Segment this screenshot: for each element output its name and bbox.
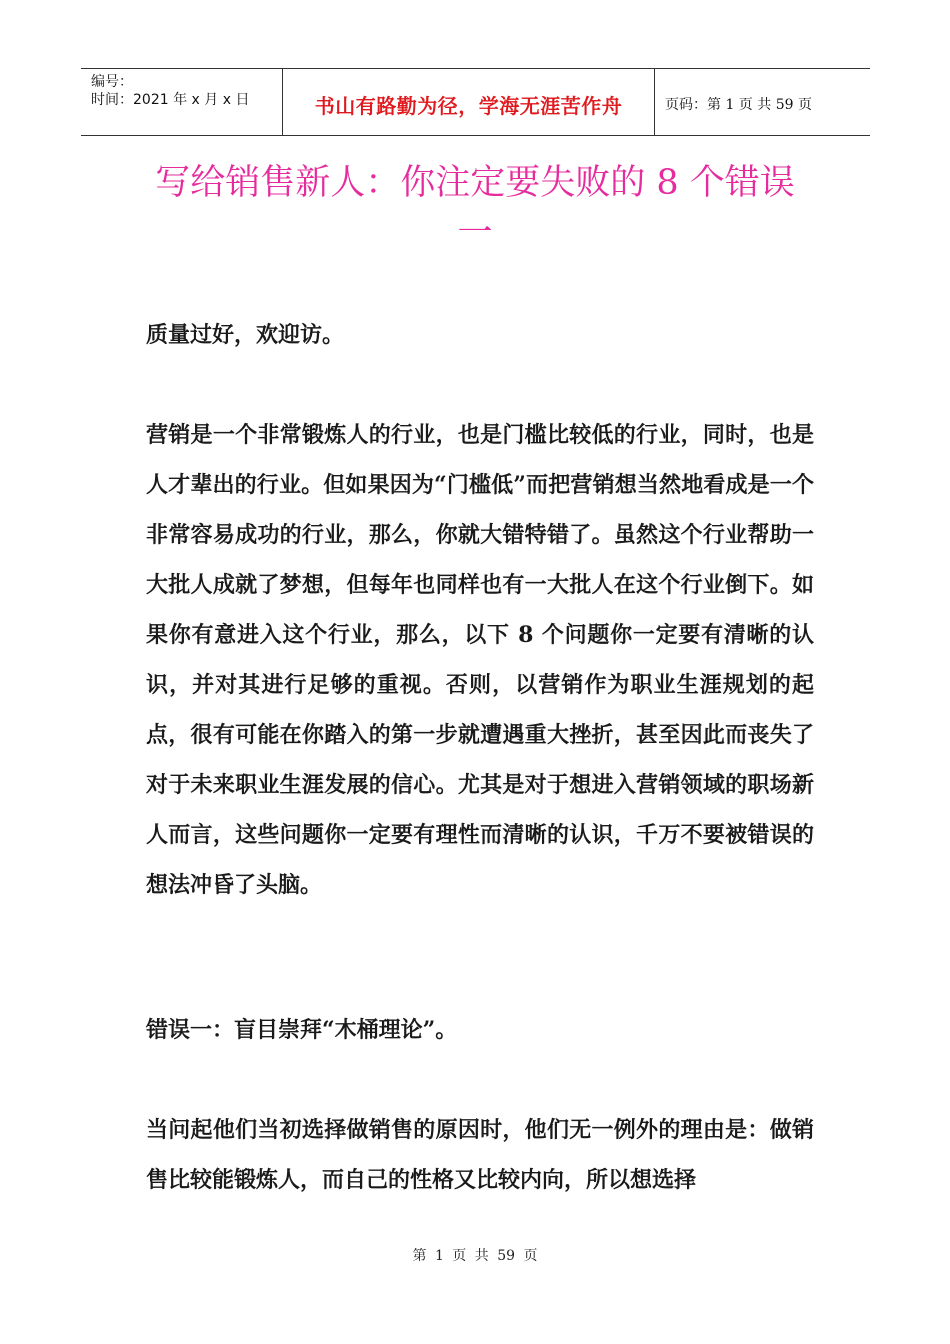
header-meta (81, 69, 282, 135)
document-title: 写给销售新人：你注定要失败的 8 个错误一 (155, 163, 795, 253)
paragraph-intro: 质量过好，欢迎访。 (146, 322, 345, 348)
section-heading-error-one: 错误一：盲目崇拜“木桶理论”。 (146, 1017, 458, 1043)
header-motto: 书山有路勤为径，学海无涯苦作舟 (314, 93, 623, 118)
header-page-info: 页码：第 1 页 共 59 页 (665, 97, 812, 113)
header-page-info-cell (655, 69, 870, 135)
header-motto-cell (282, 69, 655, 135)
page-footer: 第 1 页 共 59 页 (412, 1248, 538, 1264)
paragraph-error-one: 当问起他们当初选择做销售的原因时，他们无一例外的理由是：做销售比较能锻炼人，而自己的性格又比较内向，所以想选择 (146, 1117, 814, 1193)
serial-label: 编号： (91, 74, 133, 90)
time-label: 时间：2021 年 x 月 x 日 (91, 92, 250, 108)
document-header (81, 68, 870, 136)
paragraph-body: 营销是一个非常锻炼人的行业，也是门槛比较低的行业，同时，也是人才辈出的行业。但如果因为“门槛低”而把营销想当然地看成是一个非常容易成功的行业，那么，你就大错特错了。虽然这个行业帮助一大批人成就了梦想，但每年也同样也有一大批人在这个行业倒下。如果你有意进入这个行业，那么，以下 8 个问题你一定要有清晰的认识，并对其进行足够的重视。否则，以营销作为职业生涯规划的起点，很有可能在你踏入的第一步就遭遇重大挫折，甚至因此而丧失了对于未来职业生涯发展的信心。尤其是对于想进入营销领域的职场新人而言，这些问题你一定要有理性而清晰的认识，千万不要被错误的想法冲昏了头脑。 (146, 422, 814, 898)
